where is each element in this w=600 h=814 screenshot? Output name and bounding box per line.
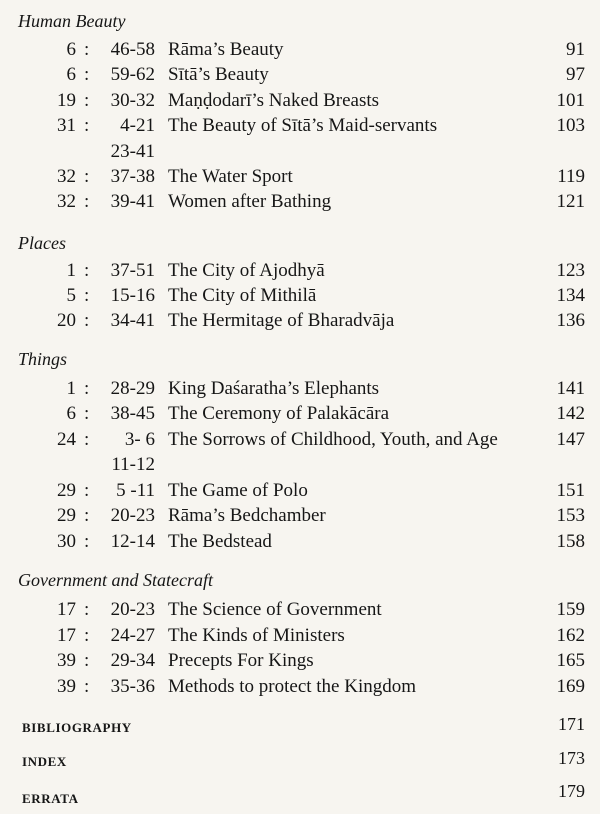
- verse-range: 30-32: [110, 90, 155, 111]
- page-number: 142: [556, 403, 585, 424]
- entry-title: The Beauty of Sītā’s Maid-servants: [168, 115, 438, 136]
- chapter-number: 29: [57, 480, 76, 501]
- verse-range: 5 -11: [116, 480, 155, 501]
- verse-range: 59-62: [110, 64, 155, 85]
- verse-range: 37-51: [110, 260, 155, 281]
- page-number: 147: [556, 429, 585, 450]
- colon-separator: :: [84, 191, 90, 212]
- chapter-number: 39: [57, 676, 76, 697]
- page-number: 101: [556, 90, 585, 111]
- page-number: 159: [556, 599, 585, 620]
- verse-range: 37-38: [110, 166, 155, 187]
- page-number: 151: [556, 480, 585, 501]
- entry-title: The Water Sport: [168, 166, 293, 187]
- verse-range: 29-34: [110, 650, 155, 671]
- toc-entry: [0, 530, 600, 554]
- page-number: 123: [556, 260, 585, 281]
- verse-range: 24-27: [110, 625, 155, 646]
- chapter-number: 32: [57, 166, 76, 187]
- toc-entry: [0, 428, 600, 452]
- toc-entry: [0, 259, 600, 283]
- toc-entry: [0, 649, 600, 673]
- page-number: 153: [556, 505, 585, 526]
- back-matter-label: INDEX: [22, 754, 67, 769]
- verse-range: 3- 6: [124, 429, 155, 450]
- back-matter-page: 179: [558, 781, 585, 801]
- colon-separator: :: [84, 115, 90, 136]
- chapter-number: 17: [57, 625, 76, 646]
- back-matter-label: BIBLIOGRAPHY: [22, 720, 132, 735]
- verse-range: 11-12: [111, 454, 155, 475]
- verse-range: 4-21: [120, 115, 155, 136]
- section-heading: Human Beauty: [18, 11, 126, 31]
- page-number: 103: [556, 115, 585, 136]
- toc-entry: [0, 504, 600, 528]
- toc-entry: [0, 479, 600, 503]
- chapter-number: 30: [57, 531, 76, 552]
- chapter-number: 1: [66, 260, 76, 281]
- colon-separator: :: [84, 39, 90, 60]
- entry-title: The Hermitage of Bharadvāja: [168, 310, 395, 331]
- colon-separator: :: [84, 505, 90, 526]
- page-number: 169: [556, 676, 585, 697]
- toc-entry: [0, 89, 600, 113]
- page-number: 158: [556, 531, 585, 552]
- entry-title: Sītā’s Beauty: [168, 64, 269, 85]
- verse-range: 12-14: [110, 531, 155, 552]
- colon-separator: :: [84, 64, 90, 85]
- entry-title: Methods to protect the Kingdom: [168, 676, 417, 697]
- page-number: 165: [556, 650, 585, 671]
- verse-range: 38-45: [110, 403, 155, 424]
- entry-title: The Ceremony of Palakācāra: [168, 403, 390, 424]
- toc-entry: [0, 38, 600, 62]
- chapter-number: 5: [66, 285, 76, 306]
- toc-entry: [0, 675, 600, 699]
- toc-entry: [0, 140, 600, 164]
- page-number: 97: [566, 64, 585, 85]
- chapter-number: 6: [66, 39, 76, 60]
- chapter-number: 31: [57, 115, 76, 136]
- page-number: 162: [556, 625, 585, 646]
- toc-entry: [0, 114, 600, 138]
- verse-range: 35-36: [110, 676, 155, 697]
- page-number: 121: [556, 191, 585, 212]
- entry-title: King Daśaratha’s Elephants: [168, 378, 380, 399]
- entry-title: The City of Ajodhyā: [168, 260, 325, 281]
- colon-separator: :: [84, 650, 90, 671]
- verse-range: 15-16: [110, 285, 155, 306]
- verse-range: 46-58: [110, 39, 155, 60]
- toc-entry: [0, 377, 600, 401]
- colon-separator: :: [84, 480, 90, 501]
- section-heading: Places: [18, 233, 66, 253]
- back-matter-page: 171: [558, 714, 585, 734]
- chapter-number: 6: [66, 403, 76, 424]
- entry-title: Rāma’s Beauty: [168, 39, 284, 60]
- toc-entry: [0, 453, 600, 477]
- toc-entry: [0, 309, 600, 333]
- verse-range: 23-41: [110, 141, 155, 162]
- entry-title: The Science of Government: [168, 599, 382, 620]
- toc-entry: [0, 624, 600, 648]
- colon-separator: :: [84, 531, 90, 552]
- page-number: 134: [556, 285, 585, 306]
- toc-entry: [0, 284, 600, 308]
- colon-separator: :: [84, 260, 90, 281]
- entry-title: Rāma’s Bedchamber: [168, 505, 326, 526]
- verse-range: 20-23: [110, 505, 155, 526]
- verse-range: 34-41: [110, 310, 155, 331]
- section-heading: Government and Statecraft: [18, 570, 213, 590]
- section-heading: Things: [18, 349, 68, 369]
- verse-range: 39-41: [110, 191, 155, 212]
- back-matter-label: ERRATA: [22, 791, 79, 806]
- chapter-number: 32: [57, 191, 76, 212]
- entry-title: The Game of Polo: [168, 480, 308, 501]
- colon-separator: :: [84, 625, 90, 646]
- page-number: 91: [566, 39, 585, 60]
- colon-separator: :: [84, 166, 90, 187]
- colon-separator: :: [84, 310, 90, 331]
- colon-separator: :: [84, 599, 90, 620]
- toc-entry: [0, 190, 600, 214]
- colon-separator: :: [84, 676, 90, 697]
- page-number: 119: [557, 166, 585, 187]
- entry-title: Maṇḍodarī’s Naked Breasts: [168, 90, 380, 111]
- chapter-number: 6: [66, 64, 76, 85]
- entry-title: Precepts For Kings: [168, 650, 314, 671]
- verse-range: 28-29: [110, 378, 155, 399]
- colon-separator: :: [84, 403, 90, 424]
- chapter-number: 19: [57, 90, 76, 111]
- chapter-number: 17: [57, 599, 76, 620]
- entry-title: The Sorrows of Childhood, Youth, and Age: [168, 429, 498, 450]
- page-number: 141: [556, 378, 585, 399]
- chapter-number: 1: [66, 378, 76, 399]
- colon-separator: :: [84, 378, 90, 399]
- toc-entry: [0, 402, 600, 426]
- colon-separator: :: [84, 429, 90, 450]
- chapter-number: 20: [57, 310, 76, 331]
- colon-separator: :: [84, 285, 90, 306]
- entry-title: The Bedstead: [168, 531, 272, 552]
- chapter-number: 24: [57, 429, 76, 450]
- toc-entry: [0, 165, 600, 189]
- chapter-number: 29: [57, 505, 76, 526]
- page-number: 136: [556, 310, 585, 331]
- chapter-number: 39: [57, 650, 76, 671]
- toc-entry: [0, 598, 600, 622]
- verse-range: 20-23: [110, 599, 155, 620]
- back-matter-page: 173: [558, 748, 585, 768]
- entry-title: The City of Mithilā: [168, 285, 317, 306]
- entry-title: The Kinds of Ministers: [168, 625, 345, 646]
- colon-separator: :: [84, 90, 90, 111]
- entry-title: Women after Bathing: [168, 191, 332, 212]
- toc-entry: [0, 63, 600, 87]
